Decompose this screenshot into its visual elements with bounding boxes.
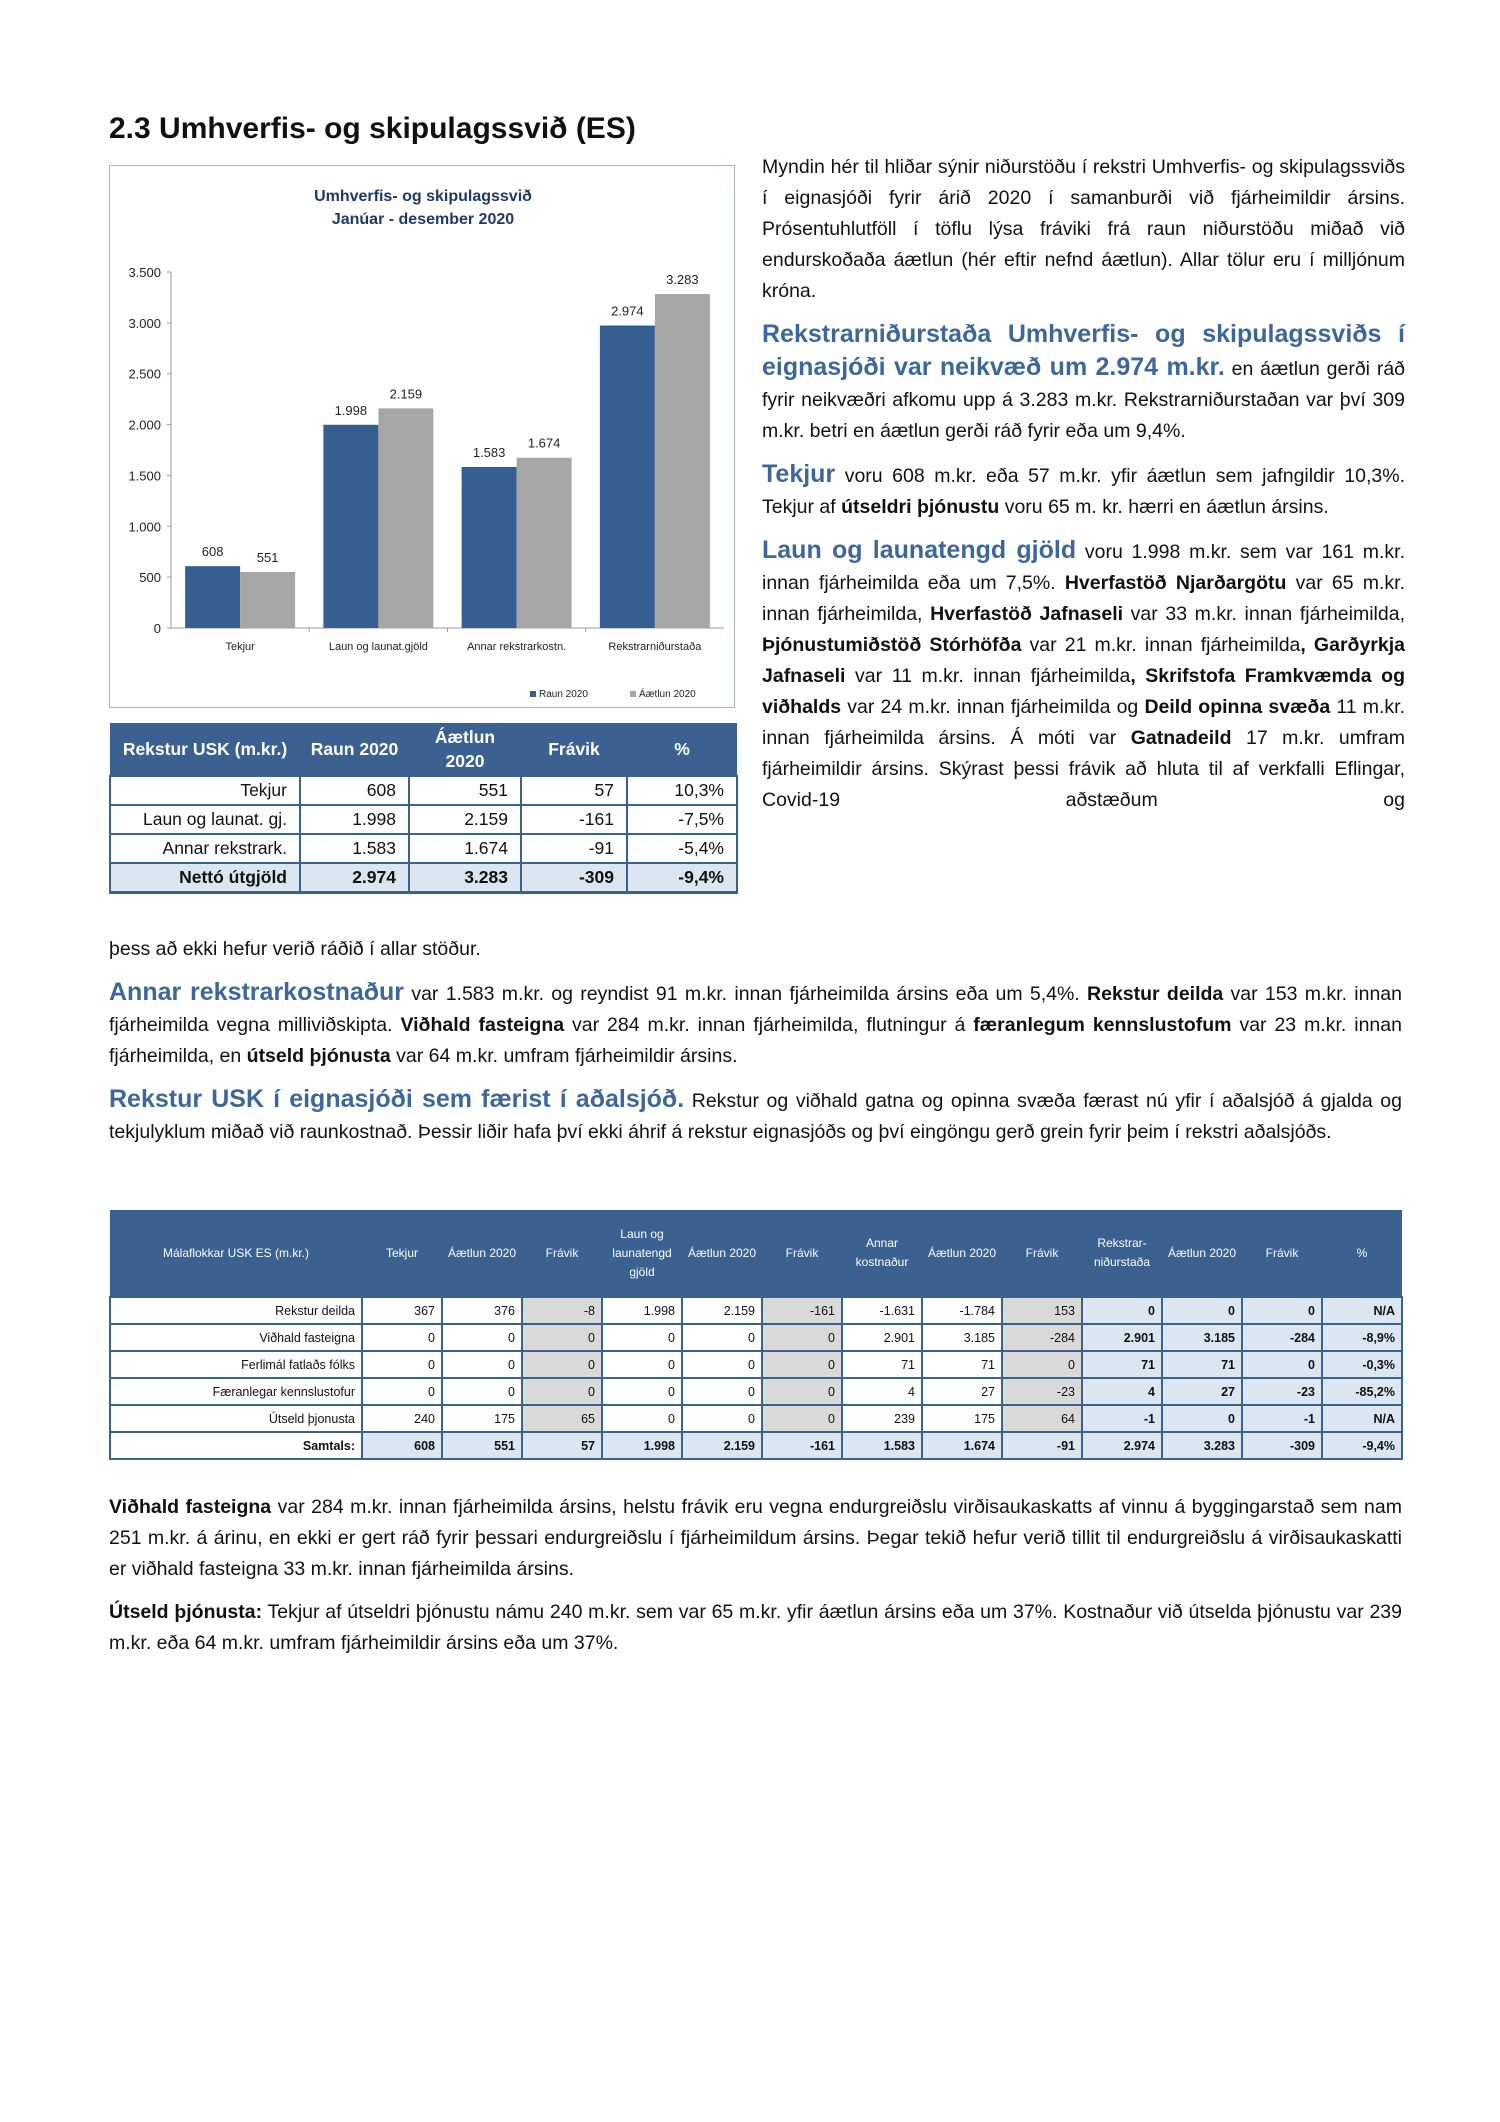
- table-cell: 0: [362, 1378, 442, 1405]
- table-cell: 0: [362, 1324, 442, 1351]
- bar: [378, 408, 433, 628]
- column-header: Áætlun 2020: [922, 1210, 1002, 1297]
- table-cell: 0: [1242, 1351, 1322, 1378]
- table-cell: -8,9%: [1322, 1324, 1402, 1351]
- table-cell: 0: [682, 1378, 762, 1405]
- table-cell: -284: [1242, 1324, 1322, 1351]
- text-run: var 64 m.kr. umfram fjárheimildir ársins.: [390, 1045, 738, 1067]
- column-header: Tekjur: [362, 1210, 442, 1297]
- bold-text: Gatnadeild: [1130, 727, 1232, 749]
- bar-chart: [109, 165, 735, 708]
- table-row: [110, 1432, 1402, 1459]
- table-cell: 71: [842, 1351, 922, 1378]
- detail-table: [109, 1210, 1403, 1460]
- table-cell: -1.784: [922, 1297, 1002, 1324]
- table-cell: 239: [842, 1405, 922, 1432]
- table-cell: 2.159: [682, 1297, 762, 1324]
- y-tick-label: 2.000: [128, 417, 161, 433]
- bold-text: útseld þjónusta: [246, 1045, 391, 1067]
- table-cell: 0: [362, 1351, 442, 1378]
- data-label: 551: [256, 549, 279, 565]
- main-fund-paragraph: [109, 1084, 1402, 1148]
- table-cell: 0: [522, 1351, 602, 1378]
- text-run: Rekstur og viðhald gatna og opinna svæða færast nú yfir í aðalsjóð á gjalda og tekjulyklum miðað við raunkostnað. Þessir liðir hafa því ekki áhrif á rekstur eignasjóðs og því eingöngu gerð grein fyrir þeim í rekstri aðalsjóðs.: [109, 1090, 1402, 1143]
- data-label: 2.159: [389, 386, 423, 402]
- table-cell: 0: [442, 1324, 522, 1351]
- table-cell: N/A: [1322, 1297, 1402, 1324]
- table-cell: Annar rekstrark.: [110, 834, 300, 863]
- text-run: en áætlun gerði ráð fyrir neikvæðri afkomu upp á 3.283 m.kr. Rekstrarniðurstaðan var því 309 m.kr. betri en áætlun gerði ráð fyrir eða um 9,4%.: [762, 358, 1406, 442]
- table-cell: -9,4%: [627, 863, 737, 893]
- table-cell: -161: [762, 1297, 842, 1324]
- table-cell: 0: [1162, 1297, 1242, 1324]
- table-cell: -161: [521, 805, 627, 834]
- bold-text: útseldri þjónustu: [841, 496, 1000, 518]
- data-label: 1.583: [472, 444, 506, 460]
- table-cell: 0: [602, 1405, 682, 1432]
- legend-label: Raun 2020: [539, 689, 588, 700]
- bold-text: Þjónustumiðstöð Stórhöfða: [762, 634, 1022, 656]
- column-header: Frávik: [1002, 1210, 1082, 1297]
- x-tick-label: Laun og launat.gjöld: [328, 641, 428, 653]
- table-cell: 3.283: [1162, 1432, 1242, 1459]
- data-label: 3.283: [666, 272, 699, 288]
- table-cell: 175: [442, 1405, 522, 1432]
- text-run: Myndin hér til hliðar sýnir niðurstöðu í rekstri Umhverfis- og skipulagssviðs í eignasjóði fyrir árið 2020 í samanburði við fjárheimildir ársins. Prósentuhlutföll í töflu lýsa fráviki frá raun niðurstöðu miðað við endurskoðaða áætlun (hér eftir nefnd áætlun). Allar tölur eru í milljónum króna.: [762, 156, 1405, 302]
- bar: [240, 572, 295, 628]
- table-row: [110, 776, 737, 805]
- column-header: Frávik: [522, 1210, 602, 1297]
- bar: [600, 326, 655, 628]
- table-cell: 71: [922, 1351, 1002, 1378]
- table-cell: 3.283: [409, 863, 521, 893]
- text-run: var 21 m.kr. innan fjárheimilda: [1021, 634, 1301, 656]
- table-cell: -5,4%: [627, 834, 737, 863]
- table-row: [110, 834, 737, 863]
- inline-heading: Rekstrarniðurstaða Umhverfis- og skipulagssviðs í eignasjóði var neikvæð um 2.974 m.kr.: [762, 320, 1405, 381]
- table-row: [110, 1351, 1402, 1378]
- table-cell: 0: [602, 1324, 682, 1351]
- table-cell: 2.901: [1082, 1324, 1162, 1351]
- column-header: Frávik: [762, 1210, 842, 1297]
- text-run: 17 m.kr. umfram fjárheimildir ársins. Skýrast þessi frávik að hluta til af verkfalli Eflingar, Covid-19 aðstæðum og: [762, 727, 1406, 811]
- column-header: Málaflokkar USK ES (m.kr.): [110, 1210, 362, 1297]
- column-header: Rekstrar-niðurstaða: [1082, 1210, 1162, 1297]
- text-run: var 65 m.kr. innan fjárheimilda,: [762, 572, 1405, 625]
- table-cell: 71: [1082, 1351, 1162, 1378]
- table-cell: 0: [762, 1351, 842, 1378]
- bold-text: Hverfastöð Jafnaseli: [930, 603, 1124, 625]
- row-label: Útseld þjonusta: [110, 1405, 362, 1432]
- salaries-paragraph-tail: [109, 934, 1402, 965]
- column-header: Áætlun 2020: [682, 1210, 762, 1297]
- result-paragraph: [762, 319, 1405, 447]
- table-header-row: [110, 723, 737, 776]
- table-cell: 0: [682, 1405, 762, 1432]
- y-tick-label: 2.500: [128, 366, 161, 382]
- inline-heading: Rekstur USK í eignasjóði sem færist í aðalsjóð.: [109, 1085, 685, 1113]
- legend-swatch: [530, 691, 536, 697]
- bold-text: Útseld þjónusta:: [109, 1601, 263, 1623]
- table-cell: 3.185: [1162, 1324, 1242, 1351]
- table-cell: 27: [1162, 1378, 1242, 1405]
- table-cell: -1: [1082, 1405, 1162, 1432]
- table-cell: 367: [362, 1297, 442, 1324]
- table-cell: 27: [922, 1378, 1002, 1405]
- table-cell: 1.674: [409, 834, 521, 863]
- table-cell: -7,5%: [627, 805, 737, 834]
- text-run: var 284 m.kr. innan fjárheimilda ársins, helstu frávik eru vegna endurgreiðslu virðisaukaskatts af vinnu á byggingarstað sem nam 251 m.kr. á árinu, en ekki er gert ráð fyrir þessari endurgreiðslu í fjárheimildum ársins. Þegar tekið hefur verið tillit til endurgreiðslu á virðisaukaskatti er viðhald fasteigna 33 m.kr. innan fjárheimilda ársins.: [109, 1496, 1402, 1580]
- inline-heading: Annar rekstrarkostnaður: [109, 978, 405, 1006]
- table-cell: 10,3%: [627, 776, 737, 805]
- data-label: 1.674: [527, 435, 561, 451]
- text-run: var 1.583 m.kr. og reyndist 91 m.kr. innan fjárheimilda ársins eða um 5,4%.: [404, 983, 1088, 1005]
- row-label: Samtals:: [110, 1432, 362, 1459]
- table-cell: 2.974: [1082, 1432, 1162, 1459]
- bold-text: færanlegum kennslustofum: [973, 1014, 1232, 1036]
- text-run: var 23 m.kr. innan fjárheimilda, en: [109, 1014, 1402, 1067]
- table-cell: 57: [521, 776, 627, 805]
- salaries-paragraph: [762, 535, 1405, 816]
- table-cell: 2.159: [409, 805, 521, 834]
- text-run: var 153 m.kr. innan fjárheimilda vegna milliviðskipta.: [109, 983, 1402, 1036]
- table-cell: 65: [522, 1405, 602, 1432]
- table-cell: -161: [762, 1432, 842, 1459]
- table-cell: 0: [762, 1378, 842, 1405]
- y-tick-label: 0: [153, 621, 161, 636]
- row-label: Rekstur deilda: [110, 1297, 362, 1324]
- text-run: var 284 m.kr. innan fjárheimilda, flutningur á: [564, 1014, 974, 1036]
- table-cell: Nettó útgjöld: [110, 863, 300, 893]
- y-tick-label: 1.500: [128, 468, 161, 484]
- table-cell: -91: [521, 834, 627, 863]
- table-cell: -85,2%: [1322, 1378, 1402, 1405]
- table-cell: N/A: [1322, 1405, 1402, 1432]
- bold-text: , Skrifstofa Framkvæmda og viðhalds: [762, 665, 1405, 718]
- text-run: Tekjur af útseldri þjónustu námu 240 m.kr. sem var 65 m.kr. yfir áætlun ársins eða um 37%. Kostnaður við útselda þjónustu var 239 m.kr. eða 64 m.kr. umfram fjárheimildir ársins eða um 37%.: [109, 1601, 1402, 1654]
- column-header: Raun 2020: [300, 723, 409, 776]
- bold-text: , Garðyrkja Jafnaseli: [762, 634, 1405, 687]
- table-cell: 0: [1242, 1297, 1322, 1324]
- bold-text: Hverfastöð Njarðargötu: [1064, 572, 1287, 594]
- table-row: [110, 863, 737, 893]
- table-cell: -1.631: [842, 1297, 922, 1324]
- lower-text: [109, 1492, 1402, 1671]
- summary-table: [109, 723, 738, 894]
- column-header: %: [627, 723, 737, 776]
- column-header: Áætlun 2020: [409, 723, 521, 776]
- inline-heading: Tekjur: [762, 460, 836, 488]
- table-cell: 0: [682, 1351, 762, 1378]
- table-header-row: [110, 1210, 1402, 1297]
- table-cell: Laun og launat. gj.: [110, 805, 300, 834]
- y-tick-label: 1.000: [128, 519, 161, 535]
- column-header: Rekstur USK (m.kr.): [110, 723, 300, 776]
- text-run: voru 608 m.kr. eða 57 m.kr. yfir áætlun sem jafngildir 10,3%. Tekjur af: [762, 465, 1405, 518]
- table-cell: 0: [1162, 1405, 1242, 1432]
- table-cell: 57: [522, 1432, 602, 1459]
- table-cell: 551: [442, 1432, 522, 1459]
- row-label: Ferlimál fatlaðs fólks: [110, 1351, 362, 1378]
- column-header: %: [1322, 1210, 1402, 1297]
- bold-text: Viðhald fasteigna: [400, 1014, 565, 1036]
- table-cell: 175: [922, 1405, 1002, 1432]
- other-costs-paragraph: [109, 977, 1402, 1072]
- table-cell: 1.674: [922, 1432, 1002, 1459]
- inline-heading: Laun og launatengd gjöld: [762, 536, 1077, 564]
- table-cell: -23: [1242, 1378, 1322, 1405]
- text-run: var 24 m.kr. innan fjárheimilda og: [841, 696, 1145, 718]
- text-run: voru 1.998 m.kr. sem var 161 m.kr. innan fjárheimilda eða um 7,5%.: [762, 541, 1405, 594]
- table-cell: 2.901: [842, 1324, 922, 1351]
- table-cell: 1.583: [300, 834, 409, 863]
- table-cell: 1.998: [300, 805, 409, 834]
- table-cell: 3.185: [922, 1324, 1002, 1351]
- table-cell: 0: [442, 1378, 522, 1405]
- table-cell: 4: [1082, 1378, 1162, 1405]
- table-cell: 376: [442, 1297, 522, 1324]
- column-header: Áætlun 2020: [442, 1210, 522, 1297]
- table-cell: 608: [300, 776, 409, 805]
- data-label: 608: [201, 544, 224, 560]
- text-run: var 33 m.kr. innan fjárheimilda,: [1123, 603, 1405, 625]
- table-cell: 153: [1002, 1297, 1082, 1324]
- table-cell: -9,4%: [1322, 1432, 1402, 1459]
- bar: [323, 425, 378, 628]
- table-cell: 64: [1002, 1405, 1082, 1432]
- maintenance-paragraph: [109, 1492, 1402, 1585]
- bar: [185, 566, 240, 628]
- table-cell: 1.998: [602, 1432, 682, 1459]
- data-label: 1.998: [334, 402, 368, 418]
- table-cell: 0: [762, 1324, 842, 1351]
- row-label: Færanlegar kennslustofur: [110, 1378, 362, 1405]
- table-row: [110, 805, 737, 834]
- chart-title: Umhverfis- og skipulagssvið: [314, 188, 532, 205]
- data-label: 2.974: [611, 303, 644, 319]
- table-cell: 0: [522, 1378, 602, 1405]
- table-cell: 608: [362, 1432, 442, 1459]
- column-header: Frávik: [521, 723, 627, 776]
- table-cell: 2.974: [300, 863, 409, 893]
- table-row: [110, 1324, 1402, 1351]
- bold-text: Rekstur deilda: [1087, 983, 1224, 1005]
- table-cell: 551: [409, 776, 521, 805]
- table-cell: -1: [1242, 1405, 1322, 1432]
- table-cell: -309: [1242, 1432, 1322, 1459]
- section-title: 2.3 Umhverfis- og skipulagssvið (ES): [109, 112, 636, 145]
- table-cell: 0: [522, 1324, 602, 1351]
- table-cell: Tekjur: [110, 776, 300, 805]
- table-cell: 1.998: [602, 1297, 682, 1324]
- bar: [655, 294, 710, 628]
- table-cell: 71: [1162, 1351, 1242, 1378]
- column-header: Frávik: [1242, 1210, 1322, 1297]
- x-tick-label: Annar rekstrarkostn.: [467, 641, 567, 653]
- text-run: þess að ekki hefur verið ráðið í allar stöður.: [109, 938, 481, 960]
- table-cell: 2.159: [682, 1432, 762, 1459]
- right-column-text: [762, 152, 1405, 828]
- column-header: Áætlun 2020: [1162, 1210, 1242, 1297]
- full-width-text: [109, 934, 1402, 1160]
- table-cell: -309: [521, 863, 627, 893]
- bold-text: Deild opinna svæða: [1144, 696, 1331, 718]
- column-header: Laun og launatengd gjöld: [602, 1210, 682, 1297]
- y-tick-label: 3.000: [128, 315, 161, 331]
- table-cell: 0: [442, 1351, 522, 1378]
- table-cell: 1.583: [842, 1432, 922, 1459]
- y-tick-label: 500: [139, 570, 161, 586]
- sold-services-paragraph: [109, 1597, 1402, 1659]
- text-run: 11 m.kr. innan fjárheimilda ársins. Á móti var: [762, 696, 1406, 749]
- row-label: Viðhald fasteigna: [110, 1324, 362, 1351]
- text-run: var 11 m.kr. innan fjárheimilda: [845, 665, 1131, 687]
- table-cell: 0: [602, 1351, 682, 1378]
- table-cell: -91: [1002, 1432, 1082, 1459]
- chart-svg: [110, 166, 736, 709]
- column-header: Annar kostnaður: [842, 1210, 922, 1297]
- text-run: voru 65 m. kr. hærri en áætlun ársins.: [999, 496, 1329, 518]
- table-cell: 0: [602, 1378, 682, 1405]
- table-cell: 240: [362, 1405, 442, 1432]
- revenue-paragraph: [762, 459, 1405, 523]
- table-cell: -23: [1002, 1378, 1082, 1405]
- table-cell: 0: [1002, 1351, 1082, 1378]
- x-tick-label: Tekjur: [225, 641, 255, 653]
- bold-text: Viðhald fasteigna: [109, 1496, 272, 1518]
- table-cell: -284: [1002, 1324, 1082, 1351]
- table-cell: 0: [682, 1324, 762, 1351]
- table-cell: 4: [842, 1378, 922, 1405]
- bar: [517, 458, 572, 628]
- table-row: [110, 1405, 1402, 1432]
- table-row: [110, 1297, 1402, 1324]
- x-tick-label: Rekstrarniðurstaða: [608, 641, 702, 653]
- bar: [462, 467, 517, 628]
- chart-title: Janúar - desember 2020: [331, 211, 515, 228]
- table-cell: 0: [762, 1405, 842, 1432]
- table-cell: -8: [522, 1297, 602, 1324]
- table-cell: -0,3%: [1322, 1351, 1402, 1378]
- y-tick-label: 3.500: [128, 265, 161, 280]
- table-row: [110, 1378, 1402, 1405]
- table-cell: 0: [1082, 1297, 1162, 1324]
- legend-swatch: [630, 691, 636, 697]
- legend-label: Áætlun 2020: [639, 689, 696, 700]
- intro-paragraph: [762, 152, 1405, 307]
